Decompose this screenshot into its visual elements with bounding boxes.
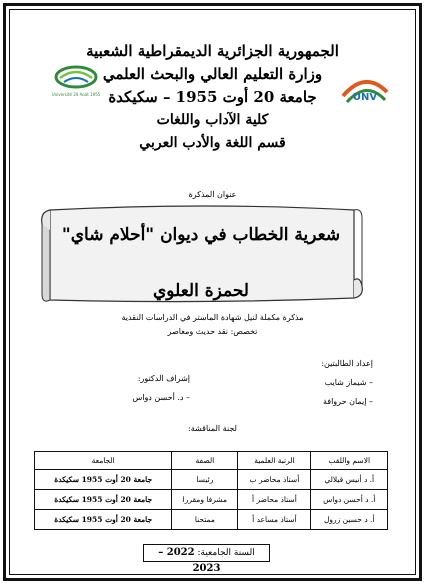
memo-degree-line: مذكرة مكملة لنيل شهادة الماستر في الدراسات النقدية — [121, 313, 304, 322]
column-header: الرتبة العلمية — [238, 452, 311, 470]
academic-year-value: 2022 – 2023 — [158, 547, 221, 574]
jury-table — [34, 451, 388, 530]
jury-name: أ. د أحسن دواس — [311, 490, 388, 510]
academic-year-label: السنة الجامعية: — [197, 548, 255, 558]
left-logo-caption: Université 20 Août 1955 — [52, 92, 100, 97]
jury-rank: أستاذ محاضر ب — [238, 470, 311, 490]
table-row — [35, 510, 388, 530]
jury-university: جامعة 20 أوت 1955 سكيكدة — [35, 490, 172, 510]
jury-name: أ. د أنيس قيلالي — [311, 470, 388, 490]
students-label: إعداد الطالبتين: — [321, 359, 373, 368]
jury-caption: لجنة المناقشة: — [188, 424, 237, 433]
department-line: قسم اللغة والأدب العربي — [139, 135, 286, 151]
supervisor-block — [60, 369, 190, 407]
table-row — [35, 470, 388, 490]
column-header: الصفة — [172, 452, 238, 470]
jury-rank: أستاذ محاضر أ — [238, 490, 311, 510]
memo-title: شعرية الخطاب في ديوان "أحلام شاي" — [61, 225, 341, 245]
faculty-line: كلية الآداب واللغات — [156, 112, 269, 128]
right-logo-text: UNV — [352, 92, 378, 103]
jury-university: جامعة 20 أوت 1955 سكيكدة — [35, 510, 172, 530]
table-row — [35, 490, 388, 510]
student-name: – إيمان حروافة — [322, 397, 373, 406]
column-header: الجامعة — [35, 452, 172, 470]
jury-role: مشرفا ومقررا — [172, 490, 238, 510]
students-block — [223, 354, 373, 411]
jury-role: ممتحنا — [172, 510, 238, 530]
jury-rank: أستاذ مساعد أ — [238, 510, 311, 530]
supervisor-name: – د. أحسن دواس — [132, 393, 190, 402]
university-line: جامعة 20 أوت 1955 – سكيكدة — [108, 88, 317, 106]
jury-university: جامعة 20 أوت 1955 سكيكدة — [35, 470, 172, 490]
topic-caption: عنوان المذكرة — [188, 190, 237, 199]
ministry-line: وزارة التعليم العالي والبحث العلمي — [102, 65, 323, 83]
supervisor-label: إشراف الدكتور: — [137, 374, 190, 383]
institution-header — [0, 40, 425, 155]
republic-line: الجمهورية الجزائرية الديمقراطية الشعبية — [86, 42, 339, 60]
table-header-row — [35, 452, 388, 470]
student-name: – شيماز شايب — [324, 378, 373, 387]
academic-year-box — [143, 544, 270, 574]
jury-role: رئيسا — [172, 470, 238, 490]
jury-name: أ. د حسين زرول — [311, 510, 388, 530]
specialization-line: تخصص: نقد حديث ومعاصر — [167, 327, 258, 336]
memo-subject-author: لحمزة العلوي — [152, 281, 249, 301]
column-header: الاسم واللقب — [311, 452, 388, 470]
